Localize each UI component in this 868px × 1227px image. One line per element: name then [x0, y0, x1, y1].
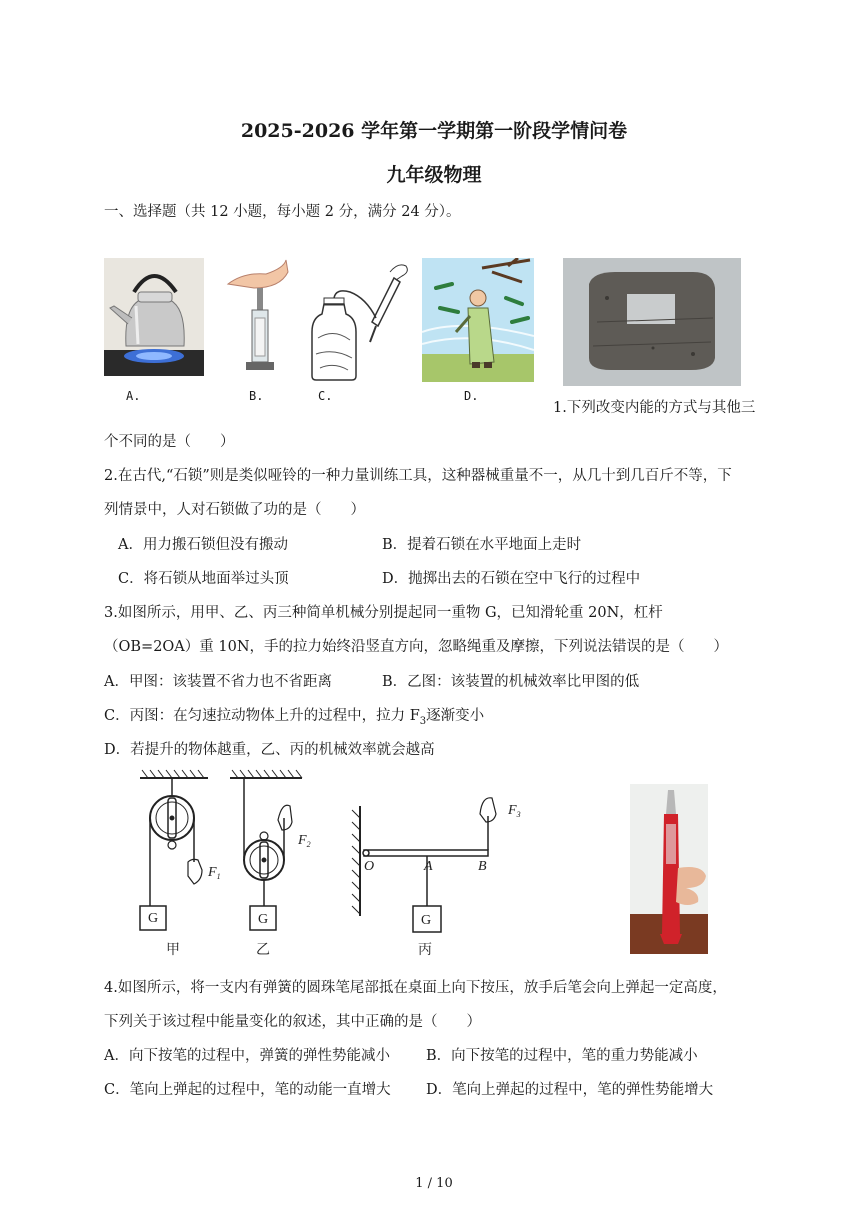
person-in-wind-image: [422, 258, 534, 382]
q2-stem-line1: 2.在古代,“石锁”则是类似哑铃的一种力量训练工具，这种器械重量不一，从几十到几百斤不等，下: [104, 468, 732, 484]
q2-option-c: C．将石锁从地面举过头顶: [118, 571, 289, 587]
q3-option-c: [104, 706, 484, 732]
page-subtitle: 九年级物理: [386, 164, 482, 186]
q4-option-b: B．向下按笔的过程中，笔的重力势能减小: [426, 1048, 698, 1064]
q1-option-c-label: C.: [318, 389, 333, 403]
stone-lock-image: [563, 258, 741, 386]
point-b-label: B: [478, 859, 487, 874]
fixed-pulley-diagram: [140, 770, 208, 930]
force-f3-subscript: 3: [516, 810, 521, 819]
q3-stem-line1: 3.如图所示，用甲、乙、丙三种简单机械分别提起同一重物 G，已知滑轮重 20N，杠杆: [104, 605, 663, 621]
q4-option-a: A．向下按笔的过程中，弹簧的弹性势能减小: [104, 1048, 390, 1064]
q1-option-d-label: D.: [464, 389, 479, 403]
q1-option-b-label: B.: [249, 389, 264, 403]
q1-stem-part2: 个不同的是（ ）: [104, 434, 235, 450]
page-title: 2025-2026 学年第一学期第一阶段学情问卷: [240, 120, 628, 142]
q2-option-b: B．提着石锁在水平地面上走时: [382, 537, 582, 553]
label-yi: 乙: [256, 943, 270, 958]
point-a-label: A: [424, 859, 433, 874]
weight-g-bing: G: [421, 913, 432, 928]
q3-option-c-tail: 逐渐变小: [426, 708, 485, 724]
label-jia: 甲: [166, 943, 180, 958]
q3-option-b: B．乙图：该装置的机械效率比甲图的低: [382, 674, 640, 690]
q2-stem-line2: 列情景中，人对石锁做了功的是（ ）: [104, 502, 365, 518]
force-f2-label: [297, 833, 311, 849]
force-f3-label: [507, 803, 521, 819]
force-f1-subscript: 1: [216, 872, 221, 881]
force-f2-symbol: F: [298, 833, 307, 848]
section-heading: 一、选择题（共 12 小题，每小题 2 分，满分 24 分）。: [104, 204, 461, 220]
force-f3-symbol: F: [508, 803, 517, 818]
movable-pulley-diagram: [230, 770, 302, 930]
simple-machines-figure: [120, 766, 540, 962]
q2-option-d: D．抛掷出去的石锁在空中飞行的过程中: [382, 571, 641, 587]
fire-piston-image: [224, 258, 290, 378]
q1-stem-part1: 1.下列改变内能的方式与其他三: [553, 400, 756, 416]
pen-photo: [630, 784, 708, 954]
force-f1-symbol: F: [208, 865, 217, 880]
bottle-pump-image: [306, 258, 416, 382]
weight-g-yi: G: [258, 912, 269, 927]
kettle-on-stove-image: [104, 258, 204, 376]
q3-option-d: D．若提升的物体越重，乙、丙的机械效率就会越高: [104, 742, 435, 758]
q4-option-c: C．笔向上弹起的过程中，笔的动能一直增大: [104, 1082, 391, 1098]
label-bing: 丙: [418, 943, 432, 958]
force-f1-label: [207, 865, 221, 881]
q3-option-c-subscript: 3: [419, 715, 427, 727]
q3-option-c-text: C．丙图：在匀速拉动物体上升的过程中，拉力 F: [104, 708, 420, 724]
q3-option-a: A．甲图：该装置不省力也不省距离: [104, 674, 332, 690]
q2-option-a: A．用力搬石锁但没有搬动: [118, 537, 288, 553]
weight-g-jia: G: [148, 911, 159, 926]
force-f2-subscript: 2: [306, 840, 311, 849]
q3-stem-line2: （OB=2OA）重 10N，手的拉力始终沿竖直方向，忽略绳重及摩擦，下列说法错误的是（ ）: [104, 639, 729, 655]
q4-option-d: D．笔向上弹起的过程中，笔的弹性势能增大: [426, 1082, 714, 1098]
q4-stem-line2: 下列关于该过程中能量变化的叙述，其中正确的是（ ）: [104, 1014, 481, 1030]
page-number: 1 / 10: [415, 1176, 453, 1191]
q4-stem-line1: 4.如图所示，将一支内有弹簧的圆珠笔尾部抵在桌面上向下按压，放手后笔会向上弹起一定高度，: [104, 980, 727, 996]
point-o-label: O: [364, 859, 375, 874]
q1-option-a-label: A.: [126, 389, 141, 403]
